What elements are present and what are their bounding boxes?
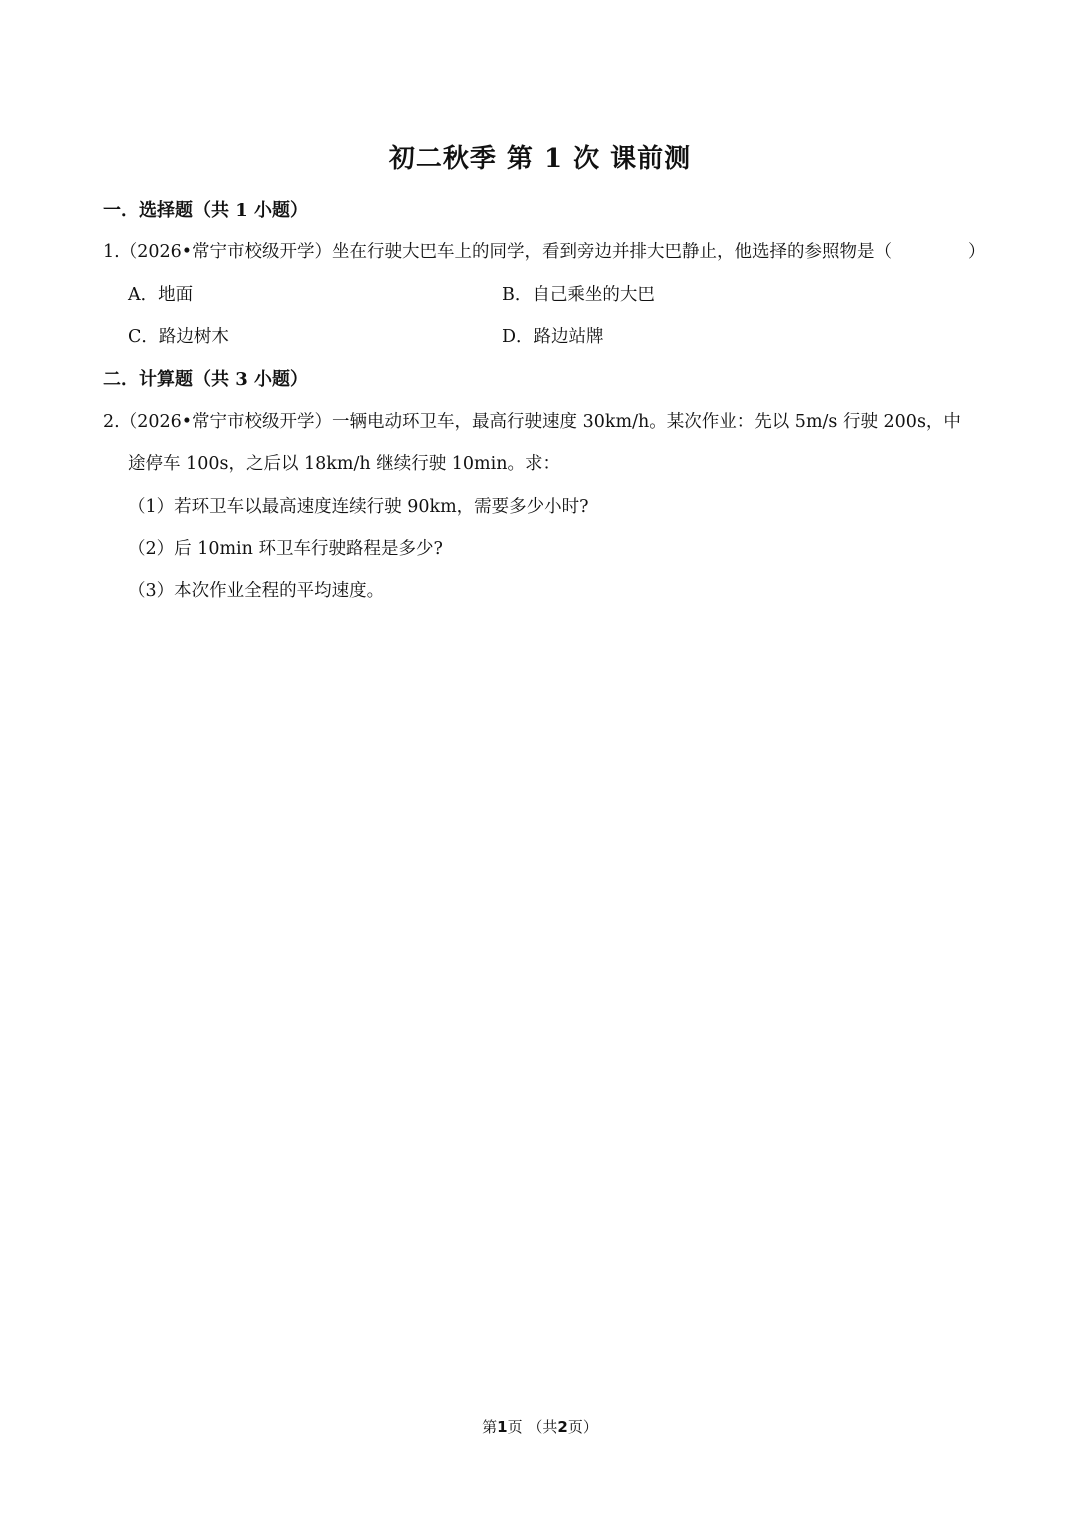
footer-total-pages: 2 xyxy=(557,1418,568,1436)
question-2-stem-line-2: 途停车 100s，之后以 18km/h 继续行驶 10min。求： xyxy=(128,454,560,474)
question-1-close-paren: ） xyxy=(968,242,986,262)
page-footer xyxy=(0,1416,1080,1437)
option-d-letter: D． xyxy=(502,327,534,347)
option-b-text: 自己乘坐的大巴 xyxy=(532,285,655,305)
footer-prefix: 第 xyxy=(482,1418,498,1436)
option-c xyxy=(128,323,229,348)
option-a-text: 地面 xyxy=(158,285,194,305)
question-2-stem-line-1: 2.（2026•常宁市校级开学）一辆电动环卫车，最高行驶速度 30km/h。某次作业：先以 5m/s 行驶 200s，中 xyxy=(103,412,961,432)
option-b-letter: B． xyxy=(502,285,533,305)
question-2-part-1: （1）若环卫车以最高速度连续行驶 90km，需要多少小时? xyxy=(128,497,589,517)
option-b xyxy=(502,281,655,306)
page-title: 初二秋季 第 1 次 课前测 xyxy=(388,144,692,174)
option-a xyxy=(128,281,193,306)
footer-middle: 页 （共 xyxy=(507,1418,558,1436)
option-c-text: 路边树木 xyxy=(158,327,229,347)
option-d xyxy=(502,323,604,348)
question-2-part-2: （2）后 10min 环卫车行驶路程是多少? xyxy=(128,539,443,559)
section-heading-calculation: 二．计算题（共 3 小题） xyxy=(103,369,309,390)
question-1-stem: 1.（2026•常宁市校级开学）坐在行驶大巴车上的同学，看到旁边并排大巴静止，他选择的参照物是（ xyxy=(103,242,893,262)
option-d-text: 路边站牌 xyxy=(533,327,604,347)
option-c-letter: C． xyxy=(128,327,159,347)
footer-page-number: 1 xyxy=(497,1418,508,1436)
question-2-part-3: （3）本次作业全程的平均速度。 xyxy=(128,581,385,601)
section-heading-choice: 一．选择题（共 1 小题） xyxy=(103,200,309,221)
option-a-letter: A． xyxy=(128,285,159,305)
footer-suffix: 页） xyxy=(567,1418,598,1436)
